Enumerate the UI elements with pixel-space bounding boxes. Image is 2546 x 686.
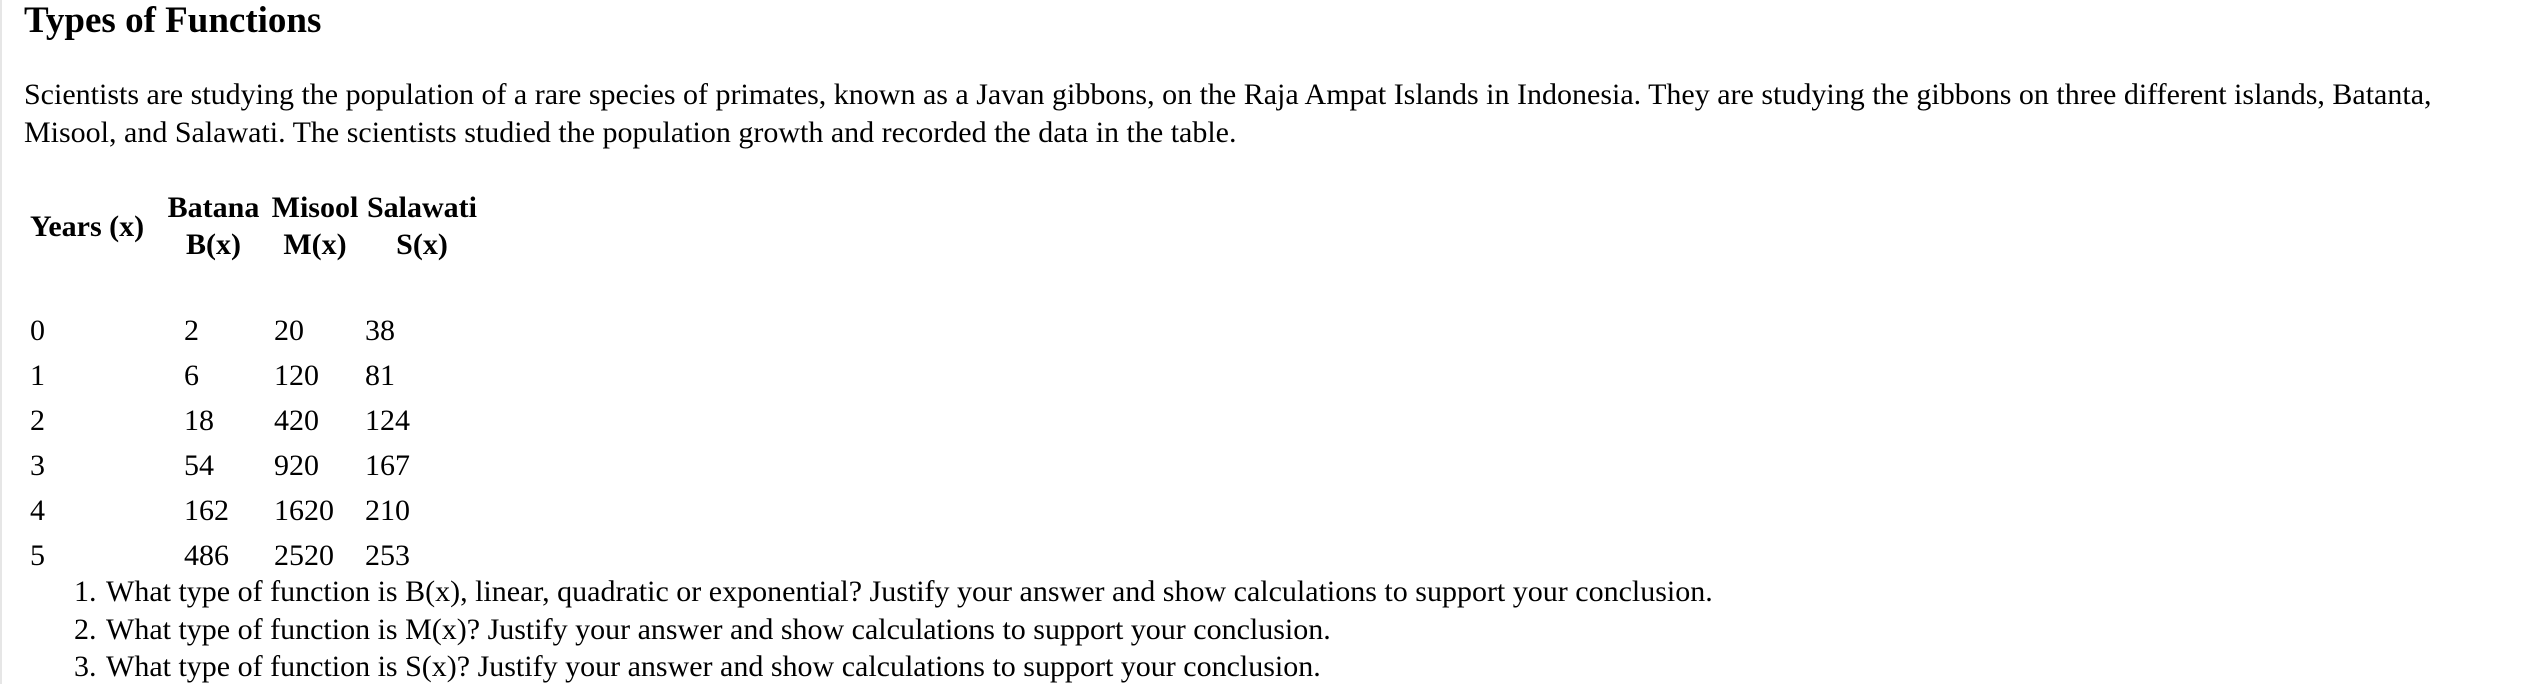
cell-m: 2520	[274, 539, 334, 572]
header-misool-name: Misool	[271, 191, 359, 224]
table-row	[24, 488, 479, 533]
cell-s: 124	[365, 404, 410, 437]
table-row	[24, 443, 479, 488]
header-salawati-fn: S(x)	[396, 228, 448, 261]
question-item: 3. What type of function is S(x)? Justify your answer and show calculations to support your conclusion.	[104, 648, 1713, 686]
page-title: Types of Functions	[24, 0, 322, 41]
header-row	[24, 189, 479, 263]
cell-b: 2	[184, 314, 199, 347]
table-header	[24, 189, 479, 308]
cell-s: 167	[365, 449, 410, 482]
header-misool	[265, 189, 365, 263]
cell-b: 162	[184, 494, 229, 527]
cell-x: 3	[30, 449, 45, 482]
cell-m: 120	[274, 359, 319, 392]
cell-b: 18	[184, 404, 214, 437]
questions-list	[76, 573, 1713, 686]
header-batana-fn: B(x)	[186, 228, 241, 261]
population-table	[24, 189, 479, 578]
cell-x: 0	[30, 314, 45, 347]
cell-m: 1620	[274, 494, 334, 527]
question-item: 2. What type of function is M(x)? Justify your answer and show calculations to support your conclusion.	[104, 611, 1713, 649]
header-years-label: Years (x)	[30, 209, 145, 243]
cell-s: 210	[365, 494, 410, 527]
question-item: 1. What type of function is B(x), linear, quadratic or exponential? Justify your answer and show calculations to support your conclusion.	[104, 573, 1713, 611]
header-batana	[162, 189, 265, 263]
cell-x: 1	[30, 359, 45, 392]
cell-s: 253	[365, 539, 410, 572]
cell-b: 6	[184, 359, 199, 392]
table-row	[24, 353, 479, 398]
cell-b: 486	[184, 539, 229, 572]
cell-s: 38	[365, 314, 395, 347]
intro-paragraph: Scientists are studying the population of a rare species of primates, known as a Javan gibbons, on the Raja Ampat Islands in Indonesia. They are studying the gibbons on three different islands, Batanta, Misool, and Salawati. The scientists studied the population growth and recorded the data in the table.	[24, 78, 2432, 149]
cell-m: 20	[274, 314, 304, 347]
cell-x: 5	[30, 539, 45, 572]
cell-m: 920	[274, 449, 319, 482]
cell-s: 81	[365, 359, 395, 392]
cell-m: 420	[274, 404, 319, 437]
header-salawati-name: Salawati	[367, 191, 478, 224]
table-row	[24, 308, 479, 353]
table-row	[24, 398, 479, 443]
cell-x: 4	[30, 494, 45, 527]
table-row	[24, 533, 479, 578]
left-border	[0, 0, 2, 684]
header-spacer	[24, 263, 479, 308]
cell-x: 2	[30, 404, 45, 437]
cell-b: 54	[184, 449, 214, 482]
header-misool-fn: M(x)	[283, 228, 347, 261]
table-body	[24, 308, 479, 578]
header-years	[24, 189, 162, 263]
header-salawati	[365, 189, 479, 263]
header-batana-name: Batana	[167, 191, 260, 224]
